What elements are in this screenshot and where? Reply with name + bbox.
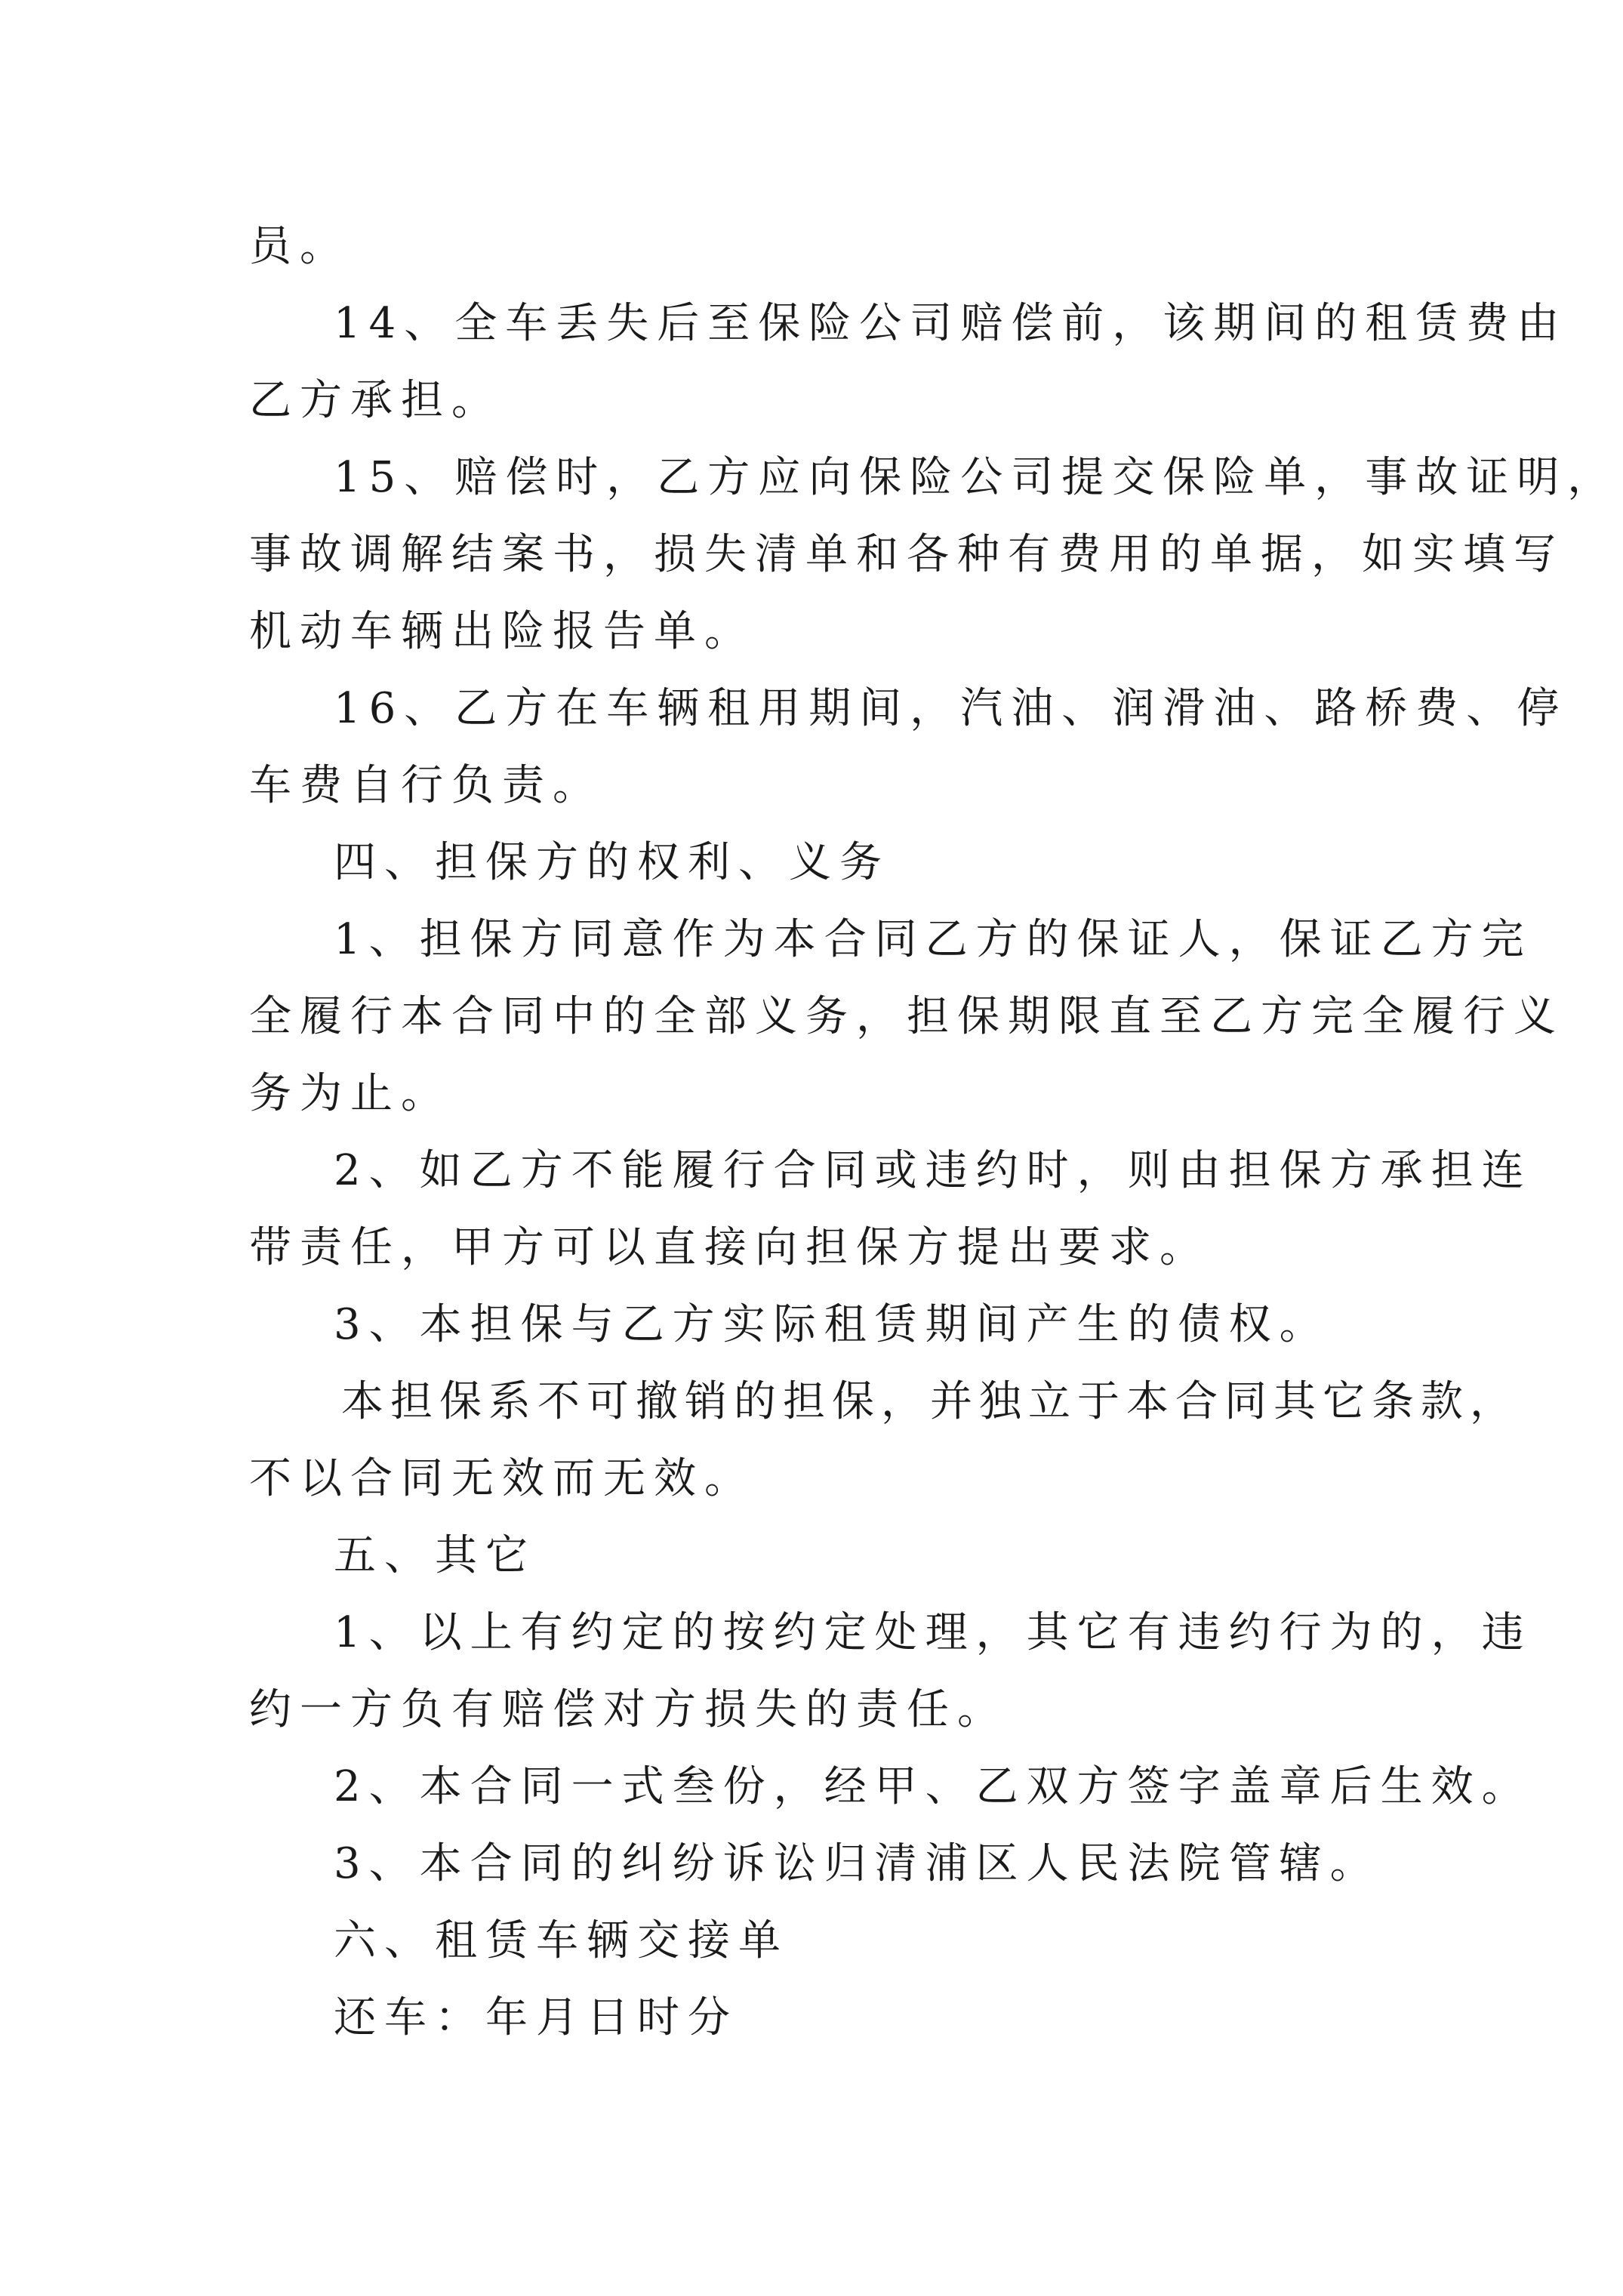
- guarantor-clause-2: [249, 1133, 1532, 1287]
- text-line: 1、担保方同意作为本合同乙方的保证人，保证乙方完: [334, 915, 1532, 964]
- section-heading: 五、其它: [334, 1531, 536, 1580]
- section-heading: 六、租赁车辆交接单: [334, 1916, 789, 1965]
- text-line: 3、本担保与乙方实际租赁期间产生的债权。: [334, 1300, 1330, 1349]
- text-line: 约一方负有赔偿对方损失的责任。: [249, 1685, 1008, 1734]
- clause-16: [249, 670, 1568, 824]
- document-body: [249, 208, 1618, 2057]
- text-line: 机动车辆出险报告单。: [249, 607, 755, 656]
- text-line: 还车：年月日时分: [334, 1993, 738, 2042]
- text-line: 带责任，甲方可以直接向担保方提出要求。: [249, 1223, 1210, 1272]
- section-heading-other: [249, 1518, 1381, 1595]
- paragraph-continuation: [249, 208, 1381, 285]
- guarantor-clause-3: [249, 1287, 1381, 1364]
- text-line: 员。: [249, 222, 350, 271]
- text-line: 全履行本合同中的全部义务，担保期限直至乙方完全履行义: [249, 992, 1564, 1041]
- guarantor-clause-1: [249, 901, 1564, 1133]
- section-heading-handover: [249, 1903, 1381, 1980]
- return-car-line: [249, 1980, 1381, 2057]
- text-line: 1、以上有约定的按约定处理，其它有违约行为的，违: [334, 1608, 1532, 1657]
- text-line: 本担保系不可撤销的担保，并独立于本合同其它条款，: [341, 1377, 1519, 1426]
- text-line: 2、本合同一式叁份，经甲、乙双方签字盖章后生效。: [334, 1762, 1532, 1811]
- text-line: 乙方承担。: [249, 376, 502, 425]
- text-line: 不以合同无效而无效。: [249, 1454, 755, 1503]
- text-line: 14、全车丢失后至保险公司赔偿前，该期间的租赁费由: [334, 299, 1568, 348]
- text-line: 车费自行负责。: [249, 761, 603, 810]
- section-heading: 四、担保方的权利、义务: [334, 838, 890, 887]
- text-line: 务为止。: [249, 1069, 451, 1118]
- other-clause-3: [249, 1826, 1381, 1903]
- clause-15: [249, 439, 1618, 670]
- text-line: 2、如乙方不能履行合同或违约时，则由担保方承担连: [334, 1146, 1532, 1195]
- clause-14: [249, 285, 1568, 439]
- guarantee-irrevocable: [249, 1364, 1519, 1518]
- other-clause-1: [249, 1595, 1532, 1749]
- other-clause-2: [249, 1749, 1532, 1826]
- section-heading-guarantor: [249, 824, 1381, 901]
- text-line: 事故调解结案书，损失清单和各种有费用的单据，如实填写: [249, 530, 1564, 579]
- text-line: 15、赔偿时，乙方应向保险公司提交保险单，事故证明，: [334, 453, 1618, 502]
- text-line: 3、本合同的纠纷诉讼归清浦区人民法院管辖。: [334, 1839, 1381, 1888]
- text-line: 16、乙方在车辆租用期间，汽油、润滑油、路桥费、停: [334, 684, 1568, 733]
